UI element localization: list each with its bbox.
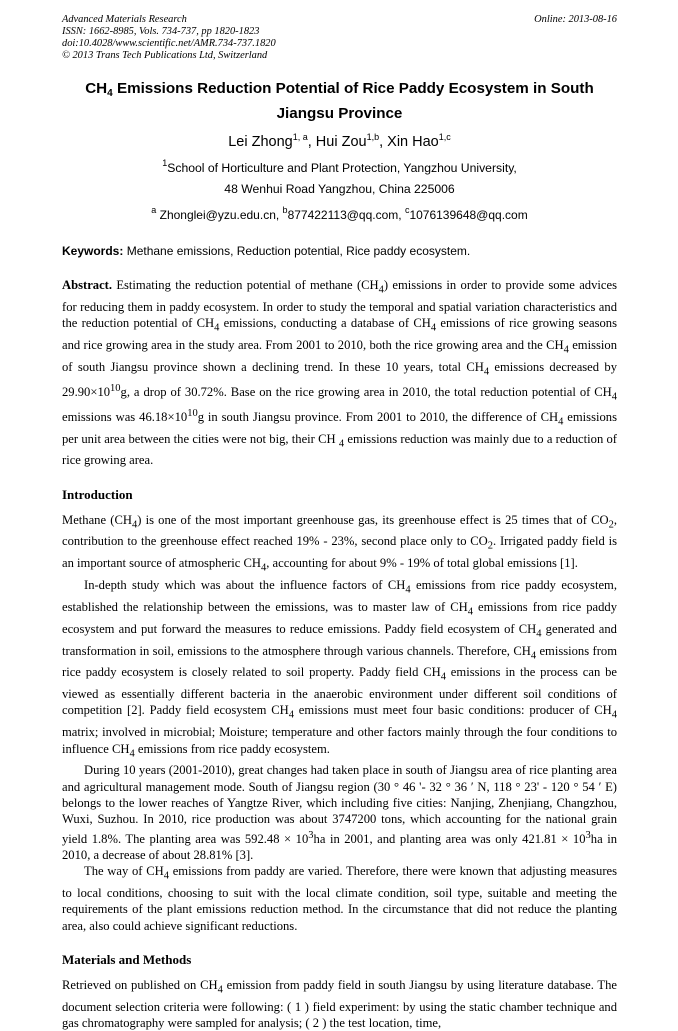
section-heading-methods: Materials and Methods xyxy=(62,952,192,968)
author-name: Xin Hao xyxy=(387,134,439,150)
email-address[interactable]: Zhonglei@yzu.edu.cn, xyxy=(156,208,283,222)
email-address[interactable]: 1076139648@qq.com xyxy=(409,208,528,222)
journal-header xyxy=(62,14,617,62)
author-separator: , xyxy=(307,134,316,150)
keywords-text: Methane emissions, Reduction potential, Rice paddy ecosystem. xyxy=(123,244,471,258)
email-mark: a xyxy=(151,205,157,215)
intro-paragraph-4: The way of $CH_4$ emissions from paddy are varied. Therefore, there were known that adjusting measures to local conditions, choosing to suit with the local climate condition, soil type, suitable and meeting the requirements of the plant emissions reduction method. In the circumstance that did not reduce the planting area, also could achieve significant reductions. xyxy=(62,864,617,933)
author-affiliation-mark: 1,c xyxy=(438,132,451,142)
author-name: Lei Zhong xyxy=(228,134,293,150)
doi-line[interactable]: doi:10.4028/www.scientific.net/AMR.734-737.1820 xyxy=(62,38,276,49)
section-heading-introduction: Introduction xyxy=(62,486,133,502)
affiliation-line-2: 48 Wenhui Road Yangzhou, China 225006 xyxy=(224,182,455,196)
keywords-label: Keywords: xyxy=(62,244,124,258)
author-emails xyxy=(62,201,617,225)
online-date: Online: 2013-08-16 xyxy=(534,14,617,25)
abstract-label: Abstract. xyxy=(62,278,113,292)
keywords xyxy=(62,243,617,259)
intro-paragraph-3: During 10 years (2001-2010), great changes had taken place in south of Jiangsu area of rice planting area and agricultural management mode. South of Jiangsu region (30 ° 46 '- 32 ° 36 ′ N, 118 ° 23' - 120 ° 54 ′ E) belongs to the lower reaches of Yangtze River, which including five cities: Nanjing, Zhenjiang, Changzhou, Wuxi, Suzhou. In 2010, rice production was about 3747200 tons, which accounting for the national grain yield 1.8%. The planting area was $592.48 \times 10^3ha$ in 2001, and planting area was only $421.81 \times 10^3ha$ in 2010, a decrease of about 28.81% [3]. xyxy=(62,763,617,863)
abstract xyxy=(62,277,617,469)
paper-page xyxy=(62,14,617,1031)
issn-line: ISSN: 1662-8985, Vols. 734-737, pp 1820-1823 xyxy=(62,26,260,37)
affiliation-text: School of Horticulture and Plant Protection, Yangzhou University, xyxy=(167,161,517,175)
affiliation-line-1 xyxy=(62,153,617,179)
title-part: CH xyxy=(85,80,108,97)
email-mark: c xyxy=(404,205,410,215)
journal-name: Advanced Materials Research xyxy=(62,14,187,25)
intro-paragraph-1: Methane $(CH_4)$ is one of the most important greenhouse gas, its greenhouse effect is 25 times that of $CO_2$, contribution to the greenhouse effect reached 19% - 23%, second place only to $CO_2$. Irrigated paddy field is an important source of atmospheric $CH_4$, accounting for about 9% - 19% of total global emissions [1]. xyxy=(62,512,617,574)
intro-paragraph-2: In-depth study which was about the influence factors of $CH_4$ emissions from rice paddy ecosystem, established the relationship between the emissions, was to master law of $CH_4$ emissions from rice paddy ecosystem and put forward the measures to reduce emissions. Paddy field ecosystem of $CH_4$ generated and transformation in soil, emissions to the atmosphere through various channels. Therefore, $CH_4$ emissions from rice paddy ecosystem is closely related to soil property. Paddy field $CH_4$ emissions in the process can be viewed as essentially different bacteria in the anaerobic environment under different soil conditions of competition [2]. Paddy field ecosystem $CH_4$ emissions must meet four basic conditions: producer of $CH_4$ matrix; involved in microbial; Moisture; temperature and other factors mainly through the four conditions to influence $CH_4$ emissions from rice paddy ecosystem. xyxy=(62,578,618,760)
affiliation xyxy=(62,153,617,200)
affiliation-mark: 1 xyxy=(162,158,168,168)
copyright-line: © 2013 Trans Tech Publications Ltd, Switzerland xyxy=(62,50,268,61)
paper-title xyxy=(62,79,617,124)
author-name: Hui Zou xyxy=(315,134,367,150)
author-separator: , xyxy=(379,134,388,150)
author-list xyxy=(62,126,617,153)
title-part: Emissions Reduction Potential of Rice Paddy Ecosystem in South Jiangsu Province xyxy=(112,80,594,122)
email-address[interactable]: 877422113@qq.com, xyxy=(287,208,405,222)
abstract-text: Estimating the reduction potential of methane $(CH_4)$ emissions in order to provide some advices for reducing them in paddy ecosystem. In order to study the temporal and spatial variation characteristics and the reduction potential of $CH_4$ emissions, conducting a database of $CH_4$ emissions of rice growing seasons and rice growing area in the study area. From 2001 to 2010, both the rice growing area and the $CH_4$ emission of south Jiangsu province shown a declining trend. In these 10 years, total $CH_4$ emissions decreased by $29.90\times 10^{10}g$, a drop of 30.72%. Base on the rice growing area in 2010, the total reduction potential of $CH_4$ emissions was $46.18\times 10^{10}g$ in south Jiangsu province. From 2001 to 2010, the difference of $CH_4$ emissions per unit area between the cities were not big, their CH $_4$ emissions reduction was mainly due to a reduction of rice growing area. xyxy=(62,278,618,468)
email-mark: b xyxy=(282,205,288,215)
title-subscript: 4 xyxy=(107,88,113,99)
methods-paragraph-1: Retrieved on published on $CH_4$ emission from paddy field in south Jiangsu by using literature database. The document selection criteria were following: ( 1 ) field experiment: by using the static chamber technique and gas chromatography were sampled for analysis; ( 2 ) the test location, time, xyxy=(62,978,617,1031)
author-affiliation-mark: 1,b xyxy=(366,132,380,142)
author-affiliation-mark: 1, a xyxy=(292,132,308,142)
